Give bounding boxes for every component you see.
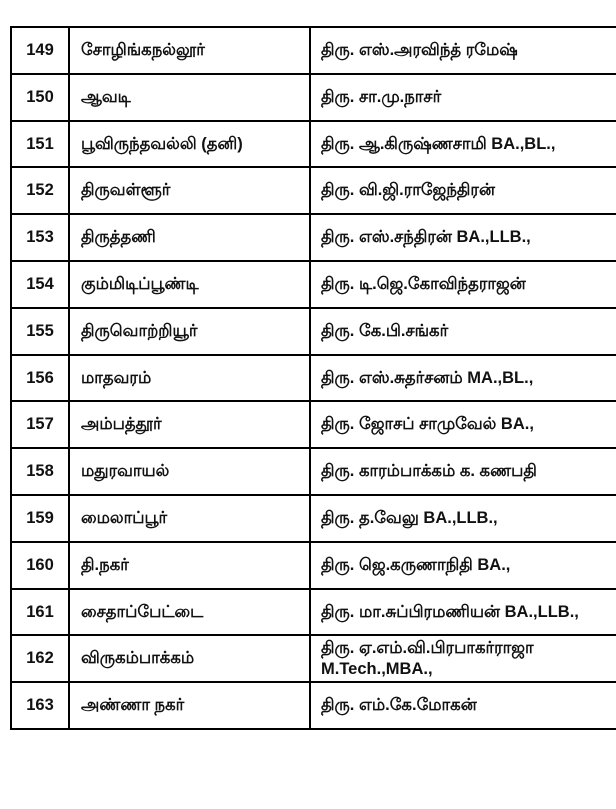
table-row	[11, 448, 616, 495]
cell-number: 150	[11, 74, 69, 121]
table-row	[11, 682, 616, 729]
cell-candidate: திரு. கே.பி.சங்கர்	[310, 308, 616, 355]
cell-candidate: திரு. சா.மு.நாசர்	[310, 74, 616, 121]
cell-candidate: திரு. எஸ்.சந்திரன் BA.,LLB.,	[310, 214, 616, 261]
cell-number: 162	[11, 635, 69, 682]
table-row	[11, 635, 616, 682]
table-row	[11, 355, 616, 402]
table-row	[11, 167, 616, 214]
cell-candidate: திரு. வி.ஜி.ராஜேந்திரன்	[310, 167, 616, 214]
cell-number: 149	[11, 27, 69, 74]
cell-number: 161	[11, 589, 69, 636]
table-row	[11, 121, 616, 168]
cell-constituency: மைலாப்பூர்	[69, 495, 310, 542]
cell-candidate: திரு. ஆ.கிருஷ்ணசாமி BA.,BL.,	[310, 121, 616, 168]
cell-candidate: திரு. எம்.கே.மோகன்	[310, 682, 616, 729]
cell-constituency: மாதவரம்	[69, 355, 310, 402]
cell-constituency: சைதாப்பேட்டை	[69, 589, 310, 636]
table-row	[11, 401, 616, 448]
cell-constituency: பூவிருந்தவல்லி (தனி)	[69, 121, 310, 168]
cell-constituency: திருவொற்றியூர்	[69, 308, 310, 355]
cell-constituency: மதுரவாயல்	[69, 448, 310, 495]
table-row	[11, 74, 616, 121]
cell-number: 156	[11, 355, 69, 402]
cell-number: 155	[11, 308, 69, 355]
cell-candidate: திரு. ஜெ.கருணாநிதி BA.,	[310, 542, 616, 589]
cell-candidate: திரு. எஸ்.சுதர்சனம் MA.,BL.,	[310, 355, 616, 402]
table-row	[11, 261, 616, 308]
cell-constituency: திருத்தணி	[69, 214, 310, 261]
table-row	[11, 495, 616, 542]
cell-candidate: திரு. ஏ.எம்.வி.பிரபாகர்ராஜா M.Tech.,MBA.,	[310, 635, 616, 682]
cell-candidate: திரு. டி.ஜெ.கோவிந்தராஜன்	[310, 261, 616, 308]
cell-constituency: அம்பத்தூர்	[69, 401, 310, 448]
cell-constituency: ஆவடி	[69, 74, 310, 121]
cell-candidate: திரு. காரம்பாக்கம் க. கணபதி	[310, 448, 616, 495]
cell-number: 153	[11, 214, 69, 261]
cell-candidate: திரு. எஸ்.அரவிந்த் ரமேஷ்	[310, 27, 616, 74]
cell-number: 157	[11, 401, 69, 448]
table-row	[11, 542, 616, 589]
cell-constituency: திருவள்ளூர்	[69, 167, 310, 214]
table-body	[11, 27, 616, 729]
cell-number: 163	[11, 682, 69, 729]
cell-number: 152	[11, 167, 69, 214]
table-row	[11, 214, 616, 261]
cell-constituency: அண்ணா நகர்	[69, 682, 310, 729]
cell-number: 160	[11, 542, 69, 589]
cell-candidate: திரு. ஜோசப் சாமுவேல் BA.,	[310, 401, 616, 448]
cell-number: 151	[11, 121, 69, 168]
table-row	[11, 589, 616, 636]
table-row	[11, 27, 616, 74]
cell-constituency: தி.நகர்	[69, 542, 310, 589]
cell-constituency: விருகம்பாக்கம்	[69, 635, 310, 682]
cell-number: 158	[11, 448, 69, 495]
cell-candidate: திரு. மா.சுப்பிரமணியன் BA.,LLB.,	[310, 589, 616, 636]
cell-candidate: திரு. த.வேலு BA.,LLB.,	[310, 495, 616, 542]
candidate-table	[10, 26, 616, 730]
cell-number: 159	[11, 495, 69, 542]
table-row	[11, 308, 616, 355]
cell-number: 154	[11, 261, 69, 308]
cell-constituency: கும்மிடிப்பூண்டி	[69, 261, 310, 308]
cell-constituency: சோழிங்கநல்லூர்	[69, 27, 310, 74]
